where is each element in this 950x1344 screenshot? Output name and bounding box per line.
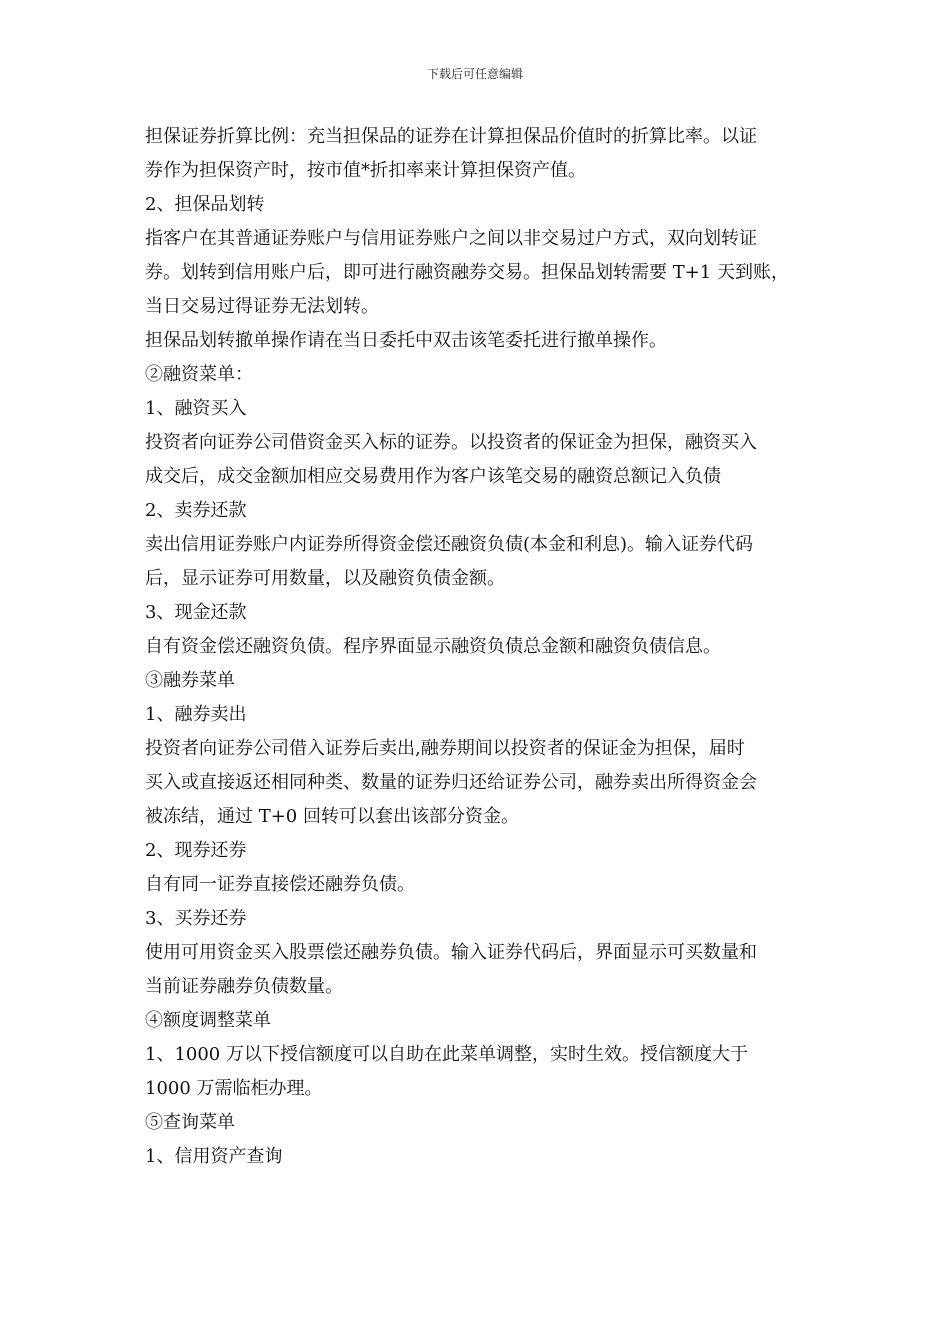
text-line: 担保证券折算比例：充当担保品的证券在计算担保品价值时的折算比率。以证: [145, 126, 757, 147]
text-line: 当日交易过得证券无法划转。: [145, 296, 379, 317]
text-line: 卖出信用证券账户内证券所得资金偿还融资负债(本金和利息)。输入证券代码: [145, 534, 754, 555]
section-heading: 2、卖券还款: [145, 500, 247, 521]
section-heading: 1、融券卖出: [145, 704, 247, 725]
text-line: 成交后，成交金额加相应交易费用作为客户该笔交易的融资总额记入负债: [145, 466, 721, 487]
menu-heading: ④额度调整菜单: [145, 1010, 271, 1031]
text-line: 自有资金偿还融资负债。程序界面显示融资负债总金额和融资负债信息。: [145, 636, 721, 657]
text-line: 指客户在其普通证券账户与信用证券账户之间以非交易过户方式，双向划转证: [145, 228, 757, 249]
menu-heading: ⑤查询菜单: [145, 1112, 235, 1133]
section-heading: 1、融资买入: [145, 398, 247, 419]
menu-heading: ③融券菜单: [145, 670, 235, 691]
section-heading: 2、担保品划转: [145, 194, 265, 215]
section-heading: 2、现券还券: [145, 840, 247, 861]
text-line: 后，显示证券可用数量，以及融资负债金额。: [145, 568, 505, 589]
text-line: 券。划转到信用账户后，即可进行融资融券交易。担保品划转需要 T+1 天到账，: [145, 262, 789, 283]
text-line: 担保品划转撤单操作请在当日委托中双击该笔委托进行撤单操作。: [145, 330, 667, 351]
text-line: 当前证券融券负债数量。: [145, 976, 343, 997]
text-line: 被冻结，通过 T+0 回转可以套出该部分资金。: [145, 806, 519, 827]
text-line: 自有同一证券直接偿还融券负债。: [145, 874, 415, 895]
text-line: 投资者向证券公司借入证券后卖出,融券期间以投资者的保证金为担保，届时: [145, 738, 745, 759]
section-heading: 3、现金还款: [145, 602, 247, 623]
page-header: 下载后可任意编辑: [426, 67, 523, 81]
document-body: [145, 120, 825, 1174]
menu-heading: ②融资菜单：: [145, 364, 253, 385]
text-line: 使用可用资金买入股票偿还融券负债。输入证券代码后，界面显示可买数量和: [145, 942, 757, 963]
text-line: 券作为担保资产时，按市值*折扣率来计算担保资产值。: [145, 160, 586, 181]
section-heading: 3、买券还券: [145, 908, 247, 929]
text-line: 买入或直接返还相同种类、数量的证券归还给证券公司，融券卖出所得资金会: [145, 772, 757, 793]
text-line: 投资者向证券公司借资金买入标的证券。以投资者的保证金为担保，融资买入: [145, 432, 757, 453]
text-line: 1000 万需临柜办理。: [145, 1078, 323, 1099]
text-line: 1、1000 万以下授信额度可以自助在此菜单调整，实时生效。授信额度大于: [145, 1044, 748, 1065]
section-heading: 1、信用资产查询: [145, 1146, 283, 1167]
